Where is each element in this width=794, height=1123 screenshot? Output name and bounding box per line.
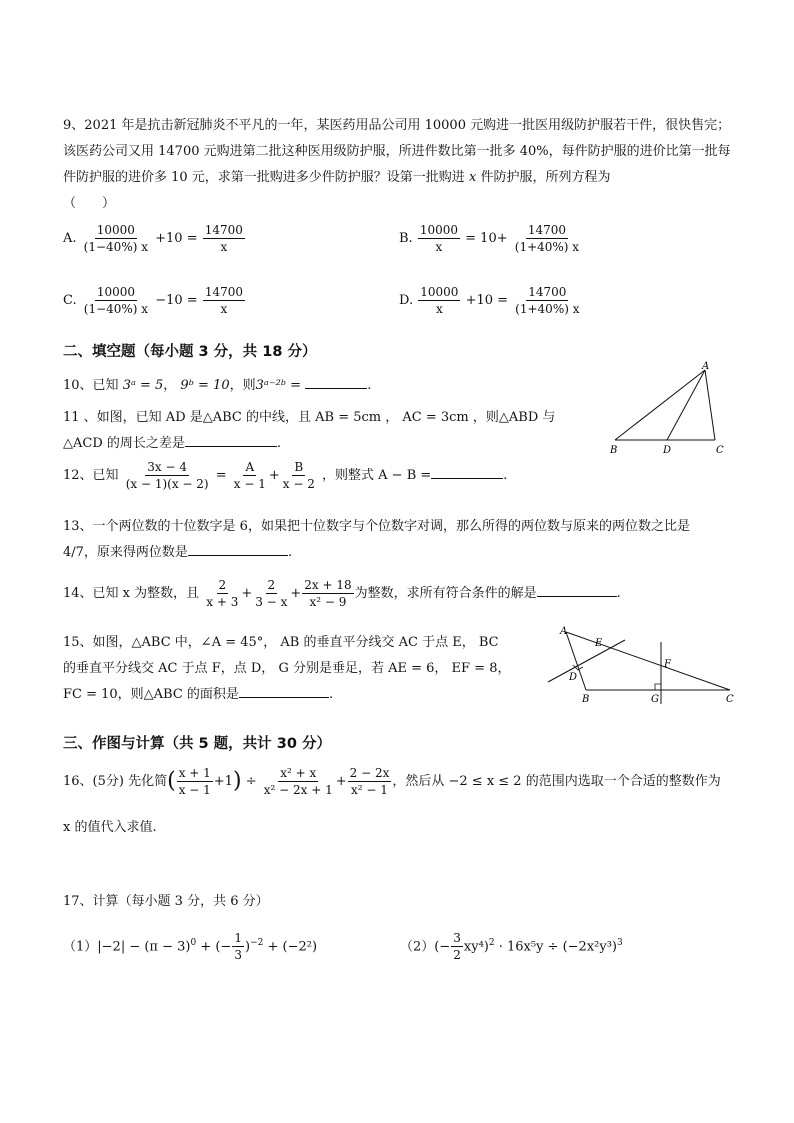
fraction: $\frac{3x - 4}{(x - 1)(x - 2)}$	[125, 460, 209, 491]
fraction: $\frac{2 - 2x}{\text{x² − 1}}$	[349, 766, 390, 797]
fraction: $\frac{1}{3}$	[234, 931, 242, 963]
label-a: A	[560, 626, 568, 637]
q9-option-c[interactable]	[63, 285, 246, 316]
label-f: F	[664, 659, 671, 670]
label-c: C	[716, 445, 724, 456]
q9-paren: （ ）	[63, 196, 116, 211]
fraction: $\frac{2}{3 - x}$	[255, 578, 288, 609]
question-13: 13、一个两位数的十位数字是 6，如果把十位数字与个位数字对调，那么所得的两位数与原来的两位数之比是 4/7，原来得两位数是 .	[63, 519, 690, 560]
option-label: C.	[63, 293, 77, 308]
answer-blank[interactable]	[188, 541, 288, 556]
answer-blank[interactable]	[537, 582, 617, 597]
question-10: 10、已知 3ᵃ = 5， 9ᵇ = 10，则3ᵃ⁻²ᵇ = .	[63, 373, 733, 399]
question-16: 16、(5分) 先化简( $\frac{x + 1}{x - 1}$ +1) ÷ $\frac{\text{x² + x}}{\text{x² − 2x + 1}}$ + $\frac{2 - 2x}{\text{x² − 1}}$ ，然后从 −2 ≤ x ≤ 2 的范围内选取一个合适的整数作为	[63, 766, 721, 797]
fraction: $\frac{14700}{x}$	[204, 223, 243, 254]
question-11: 11 、如图，已知 AD 是△ABC 的中线，且 AB = 5cm ， AC = 3cm ，则△ABD 与 △ACD 的周长之差是 .	[63, 410, 556, 451]
option-label: B.	[399, 231, 413, 246]
fraction: $\frac{14700}{x}$	[204, 285, 244, 316]
label-c: C	[726, 694, 734, 705]
label-d: D	[569, 672, 578, 683]
option-label: A.	[63, 231, 77, 246]
q9-text: 9、2021 年是抗击新冠肺炎不平凡的一年，某医药用品公司用 10000 元购进一批医用级防护服若干件，很快售完；该医药公司又用 14700 元购进第二批这种医用级防护服，所进件数比第一批多 40%，每件防护服的进价比第一批每件防护服的进价多 10 元，求第一批购进多少件防护服？设第一批购进	[63, 118, 731, 185]
answer-blank[interactable]	[185, 432, 277, 447]
fraction: $\frac{10000}{(1-40\%) x}$	[83, 285, 149, 316]
operator: +10 =	[465, 293, 509, 308]
fraction: $\frac{10000}{(1-40\%) x}$	[83, 223, 148, 254]
fraction: $\frac{2x + 18}{\text{x² − 9}}$	[304, 578, 352, 609]
fraction: $\frac{3}{2}$	[453, 931, 461, 963]
question-17-title: 17、计算（每小题 3 分，共 6 分）	[63, 894, 269, 909]
operator: +10 =	[155, 231, 198, 246]
question-17-part2: （2）(− $\frac{3}{2}$ $xy^4)^2 \cdot 16x^5y \div (-2x^2y^3)^3$	[400, 931, 623, 963]
answer-blank[interactable]	[431, 464, 503, 479]
q9-var: x	[468, 170, 477, 185]
fraction: $\frac{10000}{x}$	[419, 223, 459, 254]
operator: −10 =	[155, 293, 198, 308]
fraction: $\frac{\text{x² + x}}{\text{x² − 2x + 1}}$	[263, 766, 333, 797]
fraction: $\frac{2}{x + 3}$	[206, 578, 239, 609]
option-label: D.	[399, 293, 414, 308]
fraction: $\frac{14700}{(1+40\%) x}$	[514, 223, 580, 254]
operator: = 10+	[465, 231, 508, 246]
question-14: 14、已知 x 为整数，且 $\frac{2}{x + 3}$ + $\frac{2}{3 - x}$ + $\frac{2x + 18}{\text{x² − 9}}$ 为整数，求所有符合条件的解是 .	[63, 578, 621, 609]
q9-option-b[interactable]	[399, 223, 582, 254]
label-d: D	[663, 445, 672, 456]
question-9	[63, 113, 733, 217]
q9-option-d[interactable]	[399, 285, 582, 316]
fraction: $\frac{10000}{x}$	[420, 285, 459, 316]
q9-option-a[interactable]	[63, 223, 246, 254]
fraction: $\frac{A}{x - 1}$	[233, 460, 266, 491]
label-g: G	[651, 694, 659, 705]
label-b: B	[582, 694, 590, 705]
question-15: 15、如图，△ABC 中，∠A = 45°， AB 的垂直平分线交 AC 于点 E， BC 的垂直平分线交 AC 于点 F，点 D， G 分别是垂足，若 AE = 6， EF = 8， FC = 10，则△ABC 的面积是 .	[63, 635, 511, 702]
section-2-title: 二、填空题（每小题 3 分，共 18 分）	[63, 344, 317, 360]
triangle-abc-figure	[605, 360, 735, 460]
fraction: $\frac{14700}{(1+40\%) x}$	[515, 285, 580, 316]
q9-text-end: 件防护服，所列方程为	[480, 170, 611, 185]
answer-blank[interactable]	[239, 683, 329, 698]
section-3-title: 三、作图与计算（共 5 题，共计 30 分）	[63, 736, 331, 752]
label-e: E	[595, 638, 603, 649]
answer-blank[interactable]	[305, 374, 367, 389]
label-b: B	[610, 445, 618, 456]
label-a: A	[702, 361, 710, 372]
triangle-perpendicular-bisector-figure	[540, 622, 740, 710]
fraction: $\frac{B}{x - 2}$	[282, 460, 315, 491]
fraction: $\frac{x + 1}{x - 1}$	[178, 766, 211, 797]
question-12: 12、已知 $\frac{3x - 4}{(x - 1)(x - 2)}$ = $\frac{A}{x - 1}$ + $\frac{B}{x - 2}$ ，则整式 A − B = .	[63, 460, 508, 491]
question-17-part1: $(1)|-2| - (\pi - 3)^0$ + (− $\frac{1}{3}$ )$^{-2}$ + (−2²)	[63, 931, 318, 963]
question-16-line2: x 的值代入求值.	[63, 820, 157, 835]
